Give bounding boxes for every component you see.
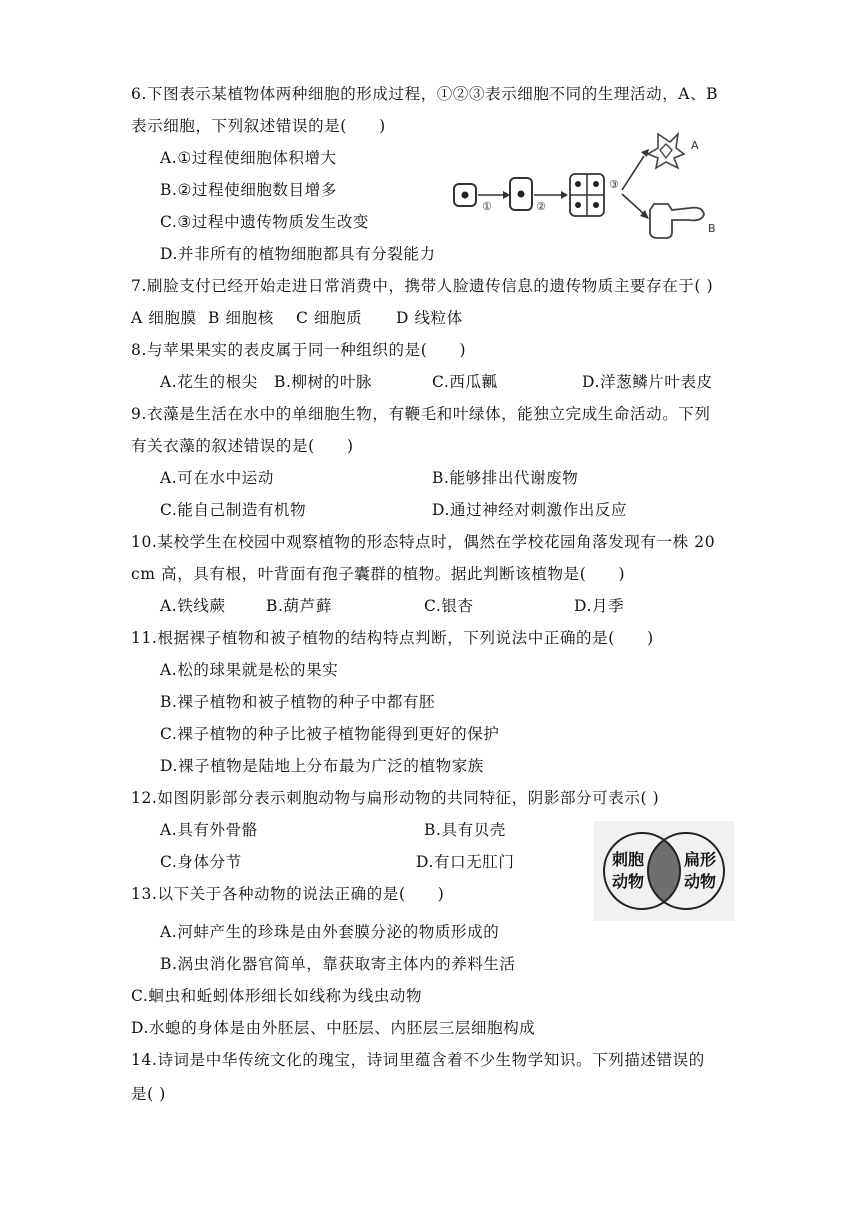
- venn-left-label-2: 动物: [611, 872, 645, 891]
- q13-option-a: A.河蚌产生的珍珠是由外套膜分泌的物质形成的: [160, 923, 500, 941]
- q10-stem-line2: cm 高，具有根，叶背面有孢子囊群的植物。据此判断该植物是( ): [131, 565, 626, 583]
- q7-option-c: C 细胞质: [296, 309, 363, 327]
- q9-option-c: C.能自己制造有机物: [160, 501, 307, 519]
- q8-option-c: C.西瓜瓤: [432, 373, 498, 391]
- q6-stem-line1: 6.下图表示某植物体两种细胞的形成过程，①②③表示细胞不同的生理活动，A、B: [131, 85, 719, 103]
- q13-option-c: C.蛔虫和蚯蚓体形细长如线称为线虫动物: [131, 987, 423, 1005]
- q7-option-d: D 线粒体: [396, 309, 463, 327]
- q9-stem-line1: 9.衣藻是生活在水中的单细胞生物，有鞭毛和叶绿体，能独立完成生命活动。下列: [131, 405, 711, 423]
- step3-label: ③: [609, 178, 619, 191]
- q10-option-b: B.葫芦藓: [266, 597, 332, 615]
- arrow-3a: [622, 156, 644, 190]
- q11-option-c: C.裸子植物的种子比被子植物能得到更好的保护: [160, 725, 500, 743]
- venn-left-label-1: 刺胞: [611, 850, 645, 869]
- q9-stem-line2: 有关衣藻的叙述错误的是( ): [131, 437, 354, 455]
- q8-option-b: B.柳树的叶脉: [274, 373, 373, 391]
- q12-option-a: A.具有外骨骼: [160, 821, 258, 839]
- q11-option-d: D.裸子植物是陆地上分布最为广泛的植物家族: [160, 757, 484, 775]
- q12-option-c: C.身体分节: [160, 853, 242, 871]
- q6-stem-line2: 表示细胞，下列叙述错误的是( ): [131, 117, 386, 135]
- q9-option-a: A.可在水中运动: [160, 469, 274, 487]
- q9-option-b: B.能够排出代谢废物: [432, 469, 579, 487]
- cell-b-label: B: [708, 222, 716, 235]
- cell-a-shape: [648, 134, 684, 168]
- q7-stem: 7.刷脸支付已经开始走进日常消费中，携带人脸遗传信息的遗传物质主要存在于( ): [131, 277, 714, 295]
- q14-stem-line1: 14.诗词是中华传统文化的瑰宝，诗词里蕴含着不少生物学知识。下列描述错误的: [131, 1051, 705, 1069]
- q10-option-c: C.银杏: [424, 597, 474, 615]
- venn-right-label-1: 扁形: [683, 850, 717, 869]
- q8-option-a: A.花生的根尖: [160, 373, 258, 391]
- q6-option-c: C.③过程中遗传物质发生改变: [160, 213, 370, 231]
- q8-option-d: D.洋葱鳞片叶表皮: [582, 373, 713, 391]
- q6-option-b: B.②过程使细胞数目增多: [160, 181, 337, 199]
- cell-group: [570, 174, 604, 216]
- q11-stem: 11.根据裸子植物和被子植物的结构特点判断，下列说法中正确的是( ): [131, 629, 654, 647]
- step1-label: ①: [482, 200, 492, 213]
- venn-diagram: [594, 821, 734, 921]
- q14-stem-line2: 是( ): [131, 1085, 166, 1103]
- q8-stem: 8.与苹果果实的表皮属于同一种组织的是( ): [131, 341, 467, 359]
- q6-option-d: D.并非所有的植物细胞都具有分裂能力: [160, 245, 436, 263]
- q10-stem-line1: 10.某校学生在校园中观察植物的形态特点时，偶然在学校花园角落发现有一株 20: [131, 533, 716, 551]
- enlarged-cell: [510, 178, 532, 210]
- q9-option-d: D.通过神经对刺激作出反应: [432, 501, 628, 519]
- q13-option-d: D.水螅的身体是由外胚层、中胚层、内胚层三层细胞构成: [131, 1019, 536, 1037]
- q11-option-b: B.裸子植物和被子植物的种子中都有胚: [160, 693, 436, 711]
- q10-option-a: A.铁线蕨: [160, 597, 226, 615]
- cell-process-figure: [446, 128, 722, 246]
- cell-b-shape: [650, 204, 704, 238]
- q11-option-a: A.松的球果就是松的果实: [160, 661, 339, 679]
- q13-stem: 13.以下关于各种动物的说法正确的是( ): [131, 885, 445, 903]
- q6-option-a: A.①过程使细胞体积增大: [160, 149, 337, 167]
- single-cell: [454, 184, 476, 206]
- arrow-3b: [622, 194, 644, 214]
- q10-option-d: D.月季: [574, 597, 625, 615]
- q12-option-d: D.有口无肛门: [416, 853, 515, 871]
- cell-a-label: A: [691, 139, 699, 152]
- q7-option-b: B 细胞核: [208, 309, 274, 327]
- q13-option-b: B.涡虫消化器官简单，靠获取寄主体内的养料生活: [160, 955, 516, 973]
- q7-option-a: A 细胞膜: [131, 309, 197, 327]
- step2-label: ②: [536, 200, 546, 213]
- q12-option-b: B.具有贝壳: [424, 821, 506, 839]
- q12-stem: 12.如图阴影部分表示刺胞动物与扁形动物的共同特征，阴影部分可表示( ): [131, 789, 660, 807]
- venn-right-label-2: 动物: [683, 872, 717, 891]
